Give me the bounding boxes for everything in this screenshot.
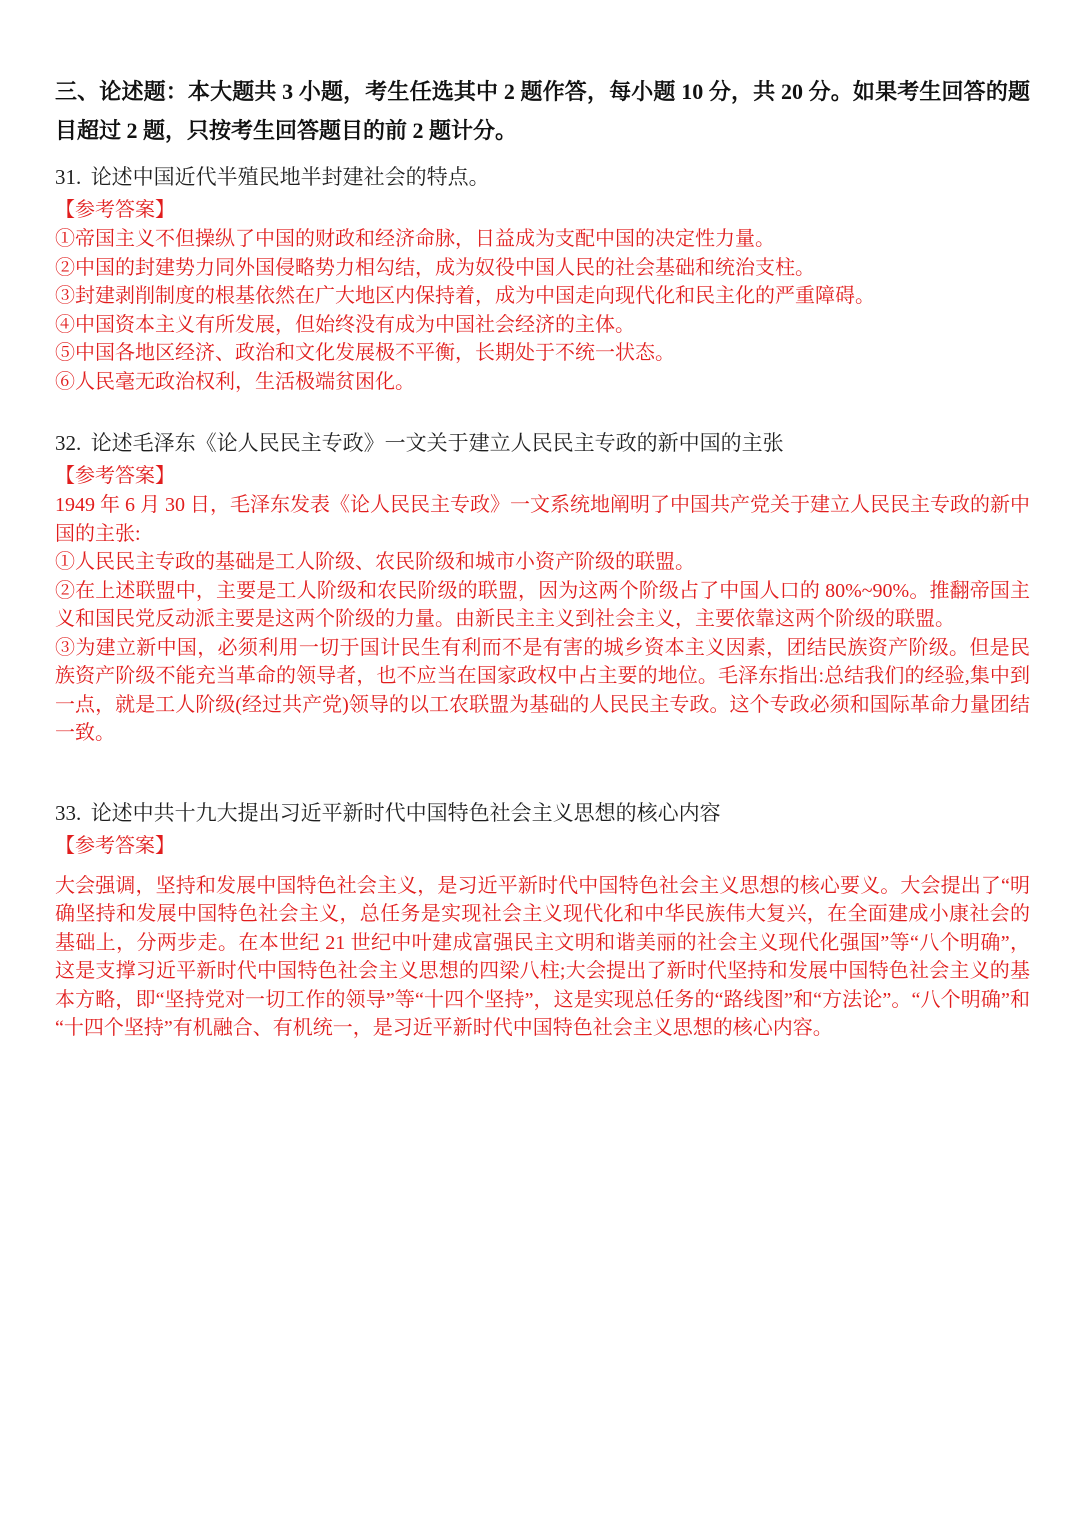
answer-paragraph: ⑤中国各地区经济、政治和文化发展极不平衡，长期处于不统一状态。: [55, 342, 675, 364]
section-header: 三、论述题：本大题共 3 小题，考生任选其中 2 题作答，每小题 10 分，共 20 分。如果考生回答的题目超过 2 题，只按考生回答题目的前 2 题计分。: [55, 79, 1030, 143]
question-title-text: 论述中国近代半殖民地半封建社会的特点。: [90, 165, 490, 189]
answer-paragraph: ②中国的封建势力同外国侵略势力相勾结，成为奴役中国人民的社会基础和统治支柱。: [55, 256, 815, 279]
question-31: [55, 162, 1030, 396]
answer-label: 【参考答案】: [55, 465, 175, 487]
question-title: [55, 162, 1030, 192]
answer-paragraph: ①人民民主专政的基础是工人阶级、农民阶级和城市小资产阶级的联盟。: [55, 551, 695, 573]
answer-paragraph: ⑥人民毫无政治权利，生活极端贫困化。: [55, 370, 415, 393]
answer-block: [55, 225, 1030, 396]
answer-paragraph: ③为建立新中国，必须利用一切于国计民生有利而不是有害的城乡资本主义因素，团结民族资产阶级。但是民族资产阶级不能充当革命的领导者，也不应当在国家政权中占主要的地位。毛泽东指出:总结我们的经验,集中到一点，就是工人阶级(经过共产党)领导的以工农联盟为基础的人民民主专政。这个专政必须和国际革命力量团结一致。: [55, 636, 1030, 744]
question-number: 33.: [55, 800, 82, 825]
answer-label: 【参考答案】: [55, 199, 175, 221]
answer-paragraph: 大会强调，坚持和发展中国特色社会主义，是习近平新时代中国特色社会主义思想的核心要义。大会提出了“明确坚持和发展中国特色社会主义，总任务是实现社会主义现代化和中华民族伟大复兴，在全面建成小康社会的基础上，分两步走。在本世纪 21 世纪中叶建成富强民主文明和谐美丽的社会主义现代化强国”等“八个明确”，这是支撑习近平新时代中国特色社会主义思想的四梁八柱;大会提出了新时代坚持和发展中国特色社会主义的基本方略，即“坚持党对一切工作的领导”等“十四个坚持”，这是实现总任务的“路线图”和“方法论”。“八个明确”和“十四个坚持”有机融合、有机统一，是习近平新时代中国特色社会主义思想的核心内容。: [55, 874, 1030, 1039]
question-33: [55, 798, 1030, 1043]
question-number: 31.: [55, 165, 82, 189]
question-title: [55, 798, 1030, 828]
question-title-text: 论述中共十九大提出习近平新时代中国特色社会主义思想的核心内容: [90, 800, 721, 825]
question-title: [55, 428, 1030, 458]
answer-paragraph: 1949 年 6 月 30 日，毛泽东发表《论人民民主专政》一文系统地阐明了中国共产党关于建立人民民主专政的新中国的主张:: [55, 494, 1030, 545]
answer-block: [55, 872, 1030, 1043]
answer-block: [55, 491, 1030, 748]
question-number: 32.: [55, 431, 82, 455]
answer-paragraph: ②在上述联盟中，主要是工人阶级和农民阶级的联盟，因为这两个阶级占了中国人口的 80%~90%。推翻帝国主义和国民党反动派主要是这两个阶级的力量。由新民主主义到社会主义，主要依靠这两个阶级的联盟。: [55, 579, 1030, 630]
answer-paragraph: ④中国资本主义有所发展，但始终没有成为中国社会经济的主体。: [55, 313, 635, 336]
question-32: [55, 428, 1030, 748]
answer-label: 【参考答案】: [55, 834, 175, 857]
answer-paragraph: ③封建剥削制度的根基依然在广大地区内保持着，成为中国走向现代化和民主化的严重障碍。: [55, 285, 875, 307]
answer-paragraph: ①帝国主义不但操纵了中国的财政和经济命脉，日益成为支配中国的决定性力量。: [55, 228, 775, 250]
question-title-text: 论述毛泽东《论人民民主专政》一文关于建立人民民主专政的新中国的主张: [90, 431, 784, 455]
